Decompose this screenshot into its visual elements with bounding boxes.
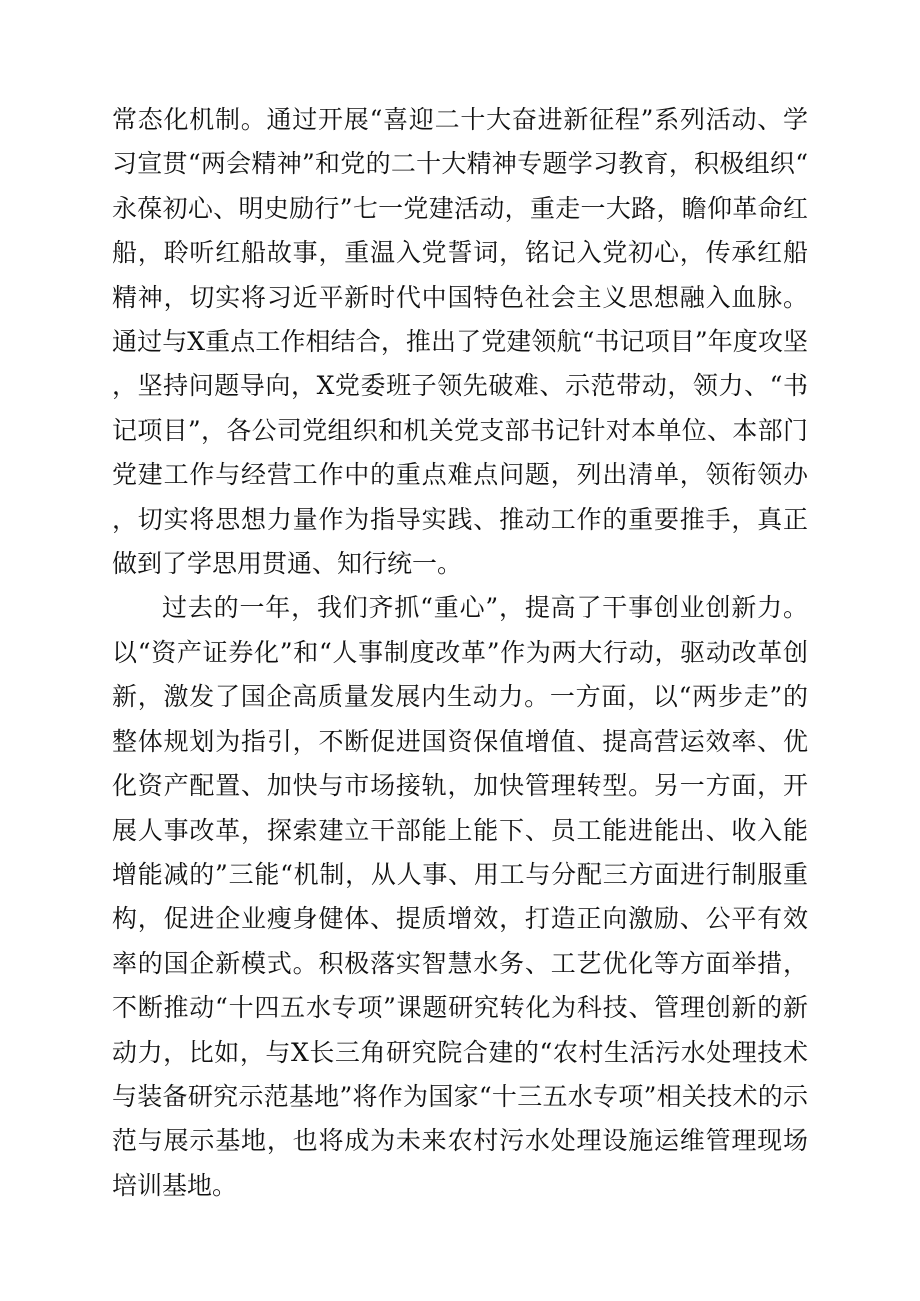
paragraph-2: 过去的一年，我们齐抓“重心”，提高了干事创业创新力。以“资产证券化”和“人事制度改革”作为两大行动，驱动改革创新，激发了国企高质量发展内生动力。一方面，以“两步走”的整体规划为指引，不断促进国资保值增值、提高营运效率、优化资产配置、加快与市场接轨，加快管理转型。另一方面，开展人事改革，探索建立干部能上能下、员工能进能出、收入能增能减的”三能“机制，从人事、用工与分配三方面进行制服重构，促进企业瘦身健体、提质增效，打造正向激励、公平有效率的国企新模式。积极落实智慧水务、工艺优化等方面举措，不断推动“十四五水专项”课题研究转化为科技、管理创新的新动力，比如，与X长三角研究院合建的“农村生活污水处理技术与装备研究示范基地”将作为国家“十三五水专项”相关技术的示范与展示基地，也将成为未来农村污水处理设施运维管理现场培训基地。 bbox=[112, 593, 808, 1200]
document-body bbox=[112, 98, 808, 1208]
paragraph-1: 常态化机制。通过开展“喜迎二十大奋进新征程”系列活动、学习宣贯“两会精神”和党的二十大精神专题学习教育，积极组织“永葆初心、明史励行”七一党建活动，重走一大路，瞻仰革命红船，聆听红船故事，重温入党誓词，铭记入党初心，传承红船精神，切实将习近平新时代中国特色社会主义思想融入血脉。通过与X重点工作相结合，推出了党建领航“书记项目”年度攻坚，坚持问题导向，X党委班子领先破难、示范带动，领力、“书记项目”，各公司党组织和机关党支部书记针对本单位、本部门党建工作与经营工作中的重点难点问题，列出清单，领衔领办，切实将思想力量作为指导实践、推动工作的重要推手，真正做到了学思用贯通、知行统一。 bbox=[112, 105, 808, 579]
